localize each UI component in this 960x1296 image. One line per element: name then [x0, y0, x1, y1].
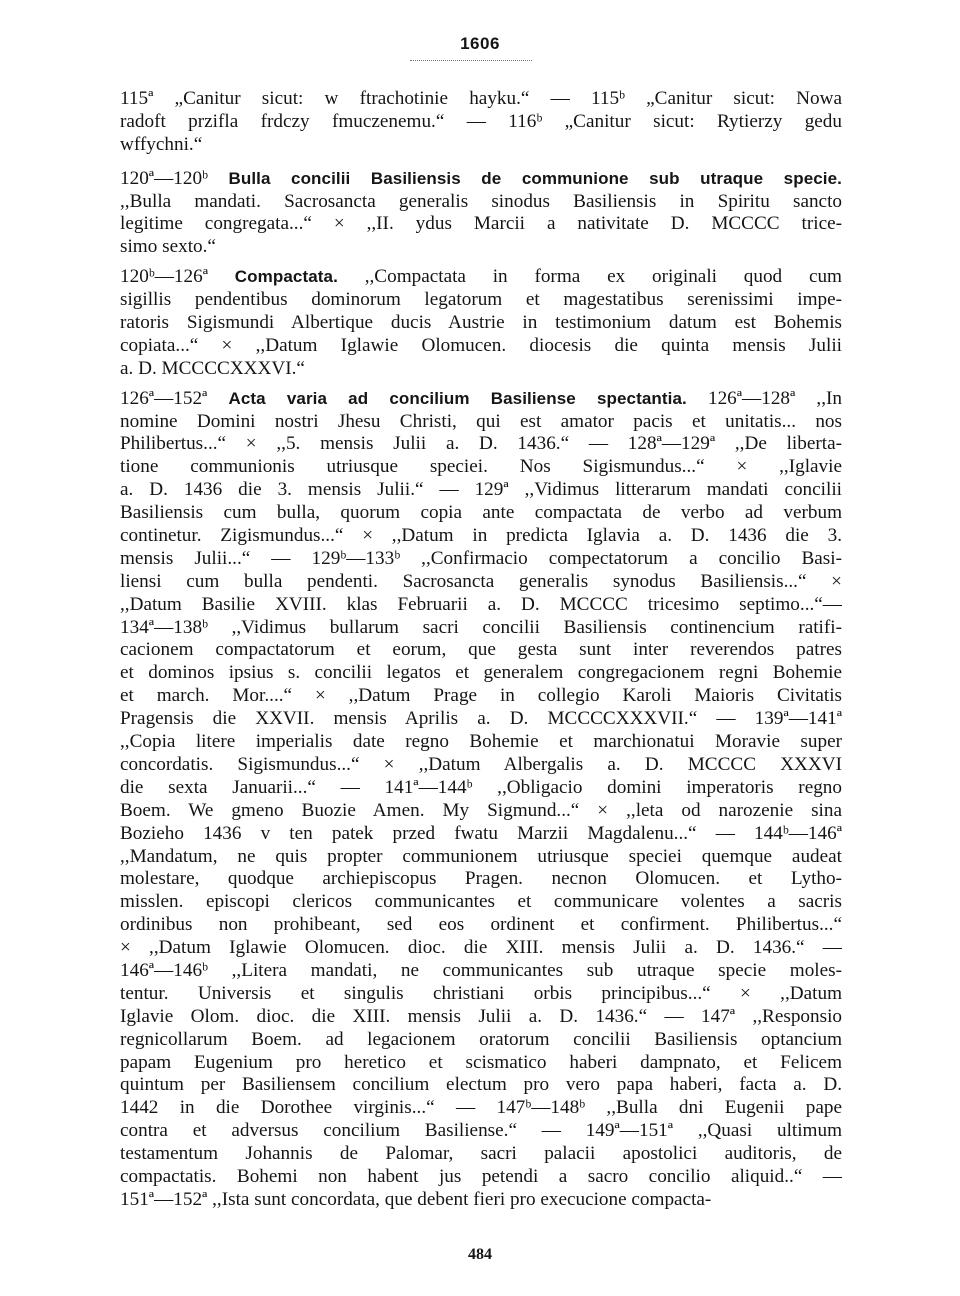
- text-line: [120, 731, 842, 754]
- text-segment: radoft przifla frdczy fmuczenemu.“ — 116ᵇ „Canitur sicut: Rytierzy gedu: [120, 110, 842, 132]
- text-segment: a. D. MCCCCXXXVI.“: [120, 357, 305, 379]
- text-segment: wffychni.“: [120, 133, 203, 155]
- text-line: [120, 479, 842, 502]
- text-line: [120, 868, 842, 891]
- text-segment: ,,Datum Basilie XVIII. klas Februarii a. D. MCCCC tricesimo septimo...“—: [120, 593, 842, 615]
- text-line: [120, 708, 842, 731]
- text-line: [120, 1006, 842, 1029]
- text-line: [120, 213, 842, 236]
- text-segment: regnicollarum Boem. ad legacionem oratorum concilii Basiliensis optancium: [120, 1028, 842, 1050]
- text-segment: ,,Mandatum, ne quis propter communionem utriusque speciei quemque audeat: [120, 845, 842, 867]
- text-segment: 1442 in die Dorothee virginis...“ — 147ᵇ—148ᵇ ,,Bulla dni Eugenii pape: [120, 1097, 842, 1119]
- text-segment: tione communionis utriusque speciei. Nos Sigismundus...“ × ,,Iglavie: [120, 456, 842, 478]
- header-rule: [410, 60, 532, 61]
- text-segment: concordatis. Sigismundus...“ × ,,Datum Albergalis a. D. MCCCC XXXVI: [120, 753, 842, 775]
- text-line: [120, 236, 842, 259]
- text-line: [120, 983, 842, 1006]
- text-segment: 146ª—146ᵇ ,,Litera mandati, ne communicantes sub utraque specie moles-: [120, 959, 842, 981]
- text-line: [120, 639, 842, 662]
- text-line: [120, 800, 842, 823]
- text-line: [120, 571, 842, 594]
- text-segment: papam Eugenium pro heretico et scismatico haberi dampnato, et Felicem: [120, 1051, 842, 1073]
- text-segment: continetur. Zigismundus...“ × ,,Datum in predicta Iglavia a. D. 1436 die 3.: [120, 525, 842, 547]
- text-line: [120, 1120, 842, 1143]
- text-segment: nomine Domini nostri Jhesu Christi, qui est amator pacis et unitatis... nos: [120, 410, 842, 432]
- text-segment: contra et adversus concilium Basiliense.“ — 149ª—151ª ,,Quasi ultimum: [120, 1120, 842, 1142]
- text-segment: die sexta Januarii...“ — 141ª—144ᵇ ,,Obligacio domini imperatoris regno: [120, 776, 842, 798]
- text-segment: Pragensis die XXVII. mensis Aprilis a. D. MCCCCXXXVII.“ — 139ª—141ª: [120, 708, 842, 730]
- text-line: [120, 312, 842, 335]
- text-line: [120, 433, 842, 456]
- text-line: [120, 1166, 842, 1189]
- text-segment: molestare, quodque archiepiscopus Pragen. necnon Olomucen. et Lytho-: [120, 868, 842, 890]
- text-line: [120, 168, 842, 191]
- entry-heading: Compactata.: [234, 267, 338, 287]
- text-line: [120, 502, 842, 525]
- footer-page-number: 484: [468, 1246, 492, 1263]
- text-segment: ,,Copia litere imperialis date regno Bohemie et marchionatui Moravie super: [120, 731, 842, 753]
- text-segment: compactatis. Bohemi non habent jus petendi a sacro concilio aliquid..“ —: [120, 1165, 842, 1187]
- entry-heading: Acta varia ad concilium Basiliense spectantia.: [228, 388, 687, 408]
- text-segment: ratoris Sigismundi Albertique ducis Austrie in testimonium datum est Bohemis: [120, 312, 842, 334]
- text-line: [120, 685, 842, 708]
- text-segment: ,,Compactata in forma ex originali quod cum: [337, 266, 842, 288]
- text-segment: 134ª—138ᵇ ,,Vidimus bullarum sacri concilii Basiliensis continencium ratifi-: [120, 616, 842, 638]
- text-segment: 115ª „Canitur sicut: w ftrachotinie hayku.“ — 115ᵇ „Canitur sicut: Nowa: [120, 88, 842, 109]
- text-line: [120, 1074, 842, 1097]
- text-line: [120, 960, 842, 983]
- text-line: [120, 525, 842, 548]
- text-line: [120, 1189, 842, 1212]
- text-segment: 120ᵇ—126ª: [120, 266, 235, 288]
- entry-paragraph: [120, 388, 842, 1212]
- text-segment: mensis Julii...“ — 129ᵇ—133ᵇ ,,Confirmacio compectatorum a concilio Basi-: [120, 547, 842, 569]
- text-segment: 151ª—152ª ,,Ista sunt concordata, que debent fieri pro execucione compacta-: [120, 1188, 712, 1210]
- text-line: [120, 1143, 842, 1166]
- text-line: [120, 411, 842, 434]
- entry-paragraph: [120, 88, 842, 157]
- text-segment: liensi cum bulla pendenti. Sacrosancta generalis synodus Basiliensis...“ ×: [120, 570, 842, 592]
- text-line: [120, 1052, 842, 1075]
- entry-heading: Bulla concilii Basiliensis de communione sub utraque specie.: [228, 168, 842, 188]
- text-segment: et dominos ipsius s. concilii legatos et generalem congregacionem regni Bohemie: [120, 662, 842, 684]
- text-segment: misslen. episcopi clericos communicantes et communicare volentes a sacris: [120, 891, 842, 913]
- text-segment: 126ª—152ª: [120, 387, 229, 409]
- text-segment: copiata...“ × ,,Datum Iglawie Olomucen. diocesis die quinta mensis Julii: [120, 334, 842, 356]
- text-line: [120, 1097, 842, 1120]
- text-line: [120, 134, 842, 157]
- entry-paragraph: [120, 168, 842, 260]
- text-segment: Iglavie Olom. dioc. die XIII. mensis Julii a. D. 1436.“ — 147ª ,,Responsio: [120, 1005, 842, 1027]
- text-segment: Philibertus...“ × ,,5. mensis Julii a. D. 1436.“ — 128ª—129ª ,,De liberta-: [120, 433, 842, 455]
- text-line: [120, 548, 842, 571]
- text-line: [120, 777, 842, 800]
- text-line: [120, 1029, 842, 1052]
- text-line: [120, 617, 842, 640]
- text-line: [120, 266, 842, 289]
- running-header-page-number: 1606: [460, 34, 500, 53]
- document-body: [120, 88, 842, 1219]
- text-line: [120, 937, 842, 960]
- text-segment: 120ª—120ᵇ: [120, 167, 229, 189]
- text-line: [120, 914, 842, 937]
- text-segment: simo sexto.“: [120, 236, 216, 258]
- text-segment: tentur. Universis et singulis christiani orbis principibus...“ × ,,Datum: [120, 982, 842, 1004]
- text-segment: × ,,Datum Iglawie Olomucen. dioc. die XIII. mensis Julii a. D. 1436.“ —: [120, 937, 842, 959]
- text-segment: cacionem compactatorum et eorum, que gesta sunt inter reverendos patres: [120, 639, 842, 661]
- text-line: [120, 754, 842, 777]
- text-line: [120, 662, 842, 685]
- text-line: [120, 594, 842, 617]
- text-line: [120, 111, 842, 134]
- text-line: [120, 891, 842, 914]
- text-segment: Bozieho 1436 v ten patek przed fwatu Marzii Magdalenu...“ — 144ᵇ—146ª: [120, 822, 842, 844]
- text-segment: 126ª—128ª ,,In: [686, 387, 842, 409]
- text-segment: Boem. We gmeno Buozie Amen. My Sigmund...“ × ,,leta od narozenie sina: [120, 799, 842, 821]
- text-line: [120, 88, 842, 111]
- text-segment: a. D. 1436 die 3. mensis Julii.“ — 129ª ,,Vidimus litterarum mandati concilii: [120, 479, 842, 501]
- text-line: [120, 388, 842, 411]
- text-line: [120, 191, 842, 214]
- text-line: [120, 289, 842, 312]
- text-segment: sigillis pendentibus dominorum legatorum et magestatibus serenissimi impe-: [120, 289, 842, 311]
- text-segment: legitime congregata...“ × ,,II. ydus Marcii a nativitate D. MCCCC trice-: [120, 213, 842, 235]
- text-segment: Basiliensis cum bulla, quorum copia ante compactata de verbo ad verbum: [120, 502, 842, 524]
- text-line: [120, 846, 842, 869]
- text-line: [120, 358, 842, 381]
- text-line: [120, 823, 842, 846]
- entry-paragraph: [120, 266, 842, 380]
- text-segment: testamentum Johannis de Palomar, sacri palacii apostolici auditoris, de: [120, 1143, 842, 1165]
- text-segment: et march. Mor....“ × ,,Datum Prage in collegio Karoli Maioris Civitatis: [120, 685, 842, 707]
- text-line: [120, 456, 842, 479]
- text-segment: quintum per Basiliensem concilium electum pro vero papa haberi, facta a. D.: [120, 1074, 842, 1096]
- text-line: [120, 335, 842, 358]
- text-segment: ,,Bulla mandati. Sacrosancta generalis sinodus Basiliensis in Spiritu sancto: [120, 190, 842, 212]
- text-segment: ordinibus non prohibeant, sed eos ordinent et confirment. Philibertus...“: [120, 914, 842, 936]
